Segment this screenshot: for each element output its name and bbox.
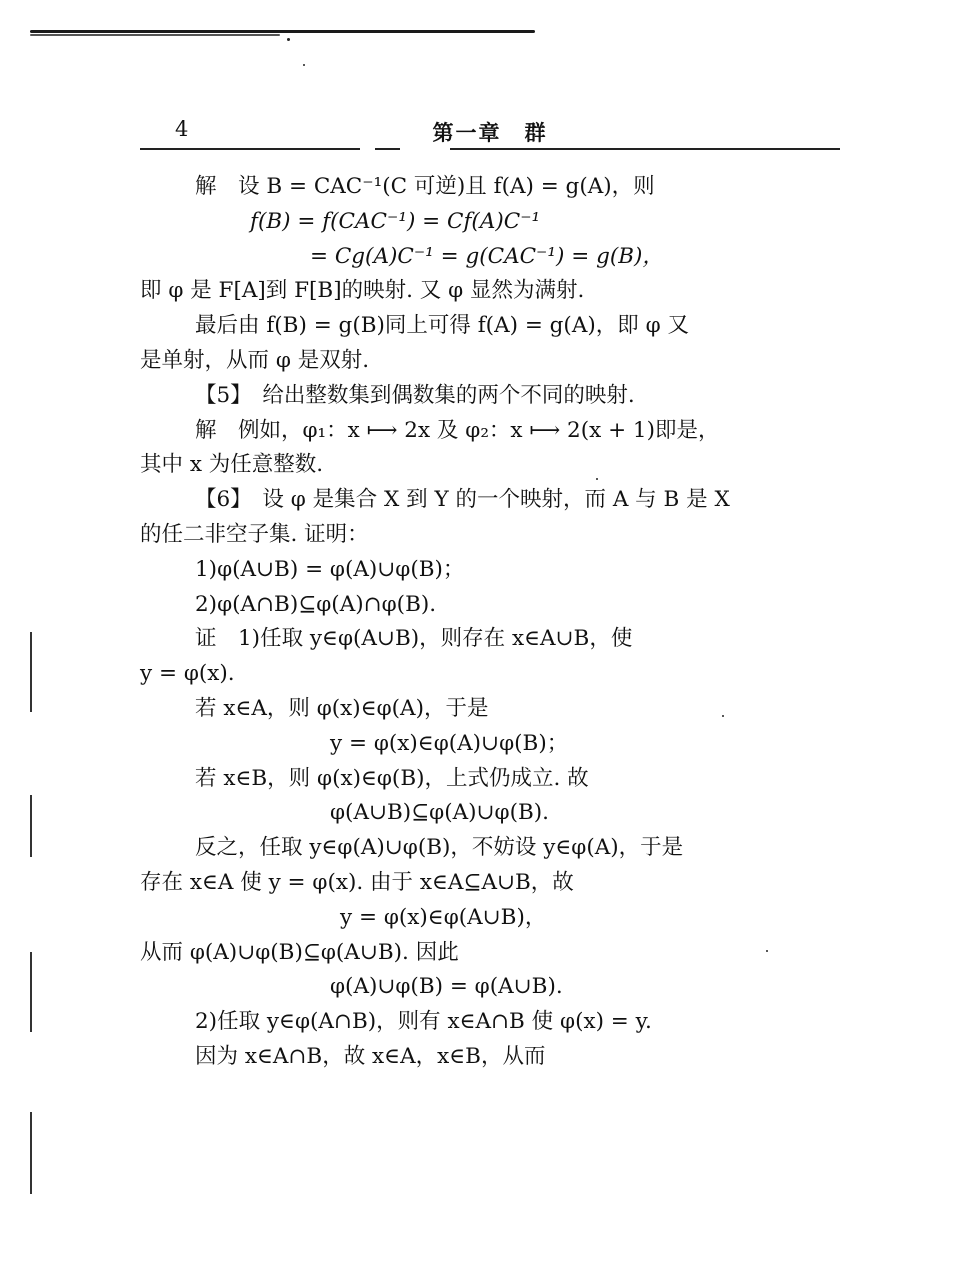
formula-line: y = φ(x)∈φ(A)∪φ(B)； (330, 730, 569, 756)
text-line: 存在 x∈A 使 y = φ(x). 由于 x∈A⊆A∪B，故 (140, 869, 574, 895)
scan-artifact-top-bar (30, 30, 535, 33)
problem-heading: 【5】 给出整数集到偶数集的两个不同的映射. (195, 382, 635, 408)
page-body (140, 170, 840, 1075)
formula-line: φ(A∪B)⊆φ(A)∪φ(B). (330, 800, 550, 826)
formula-line: y = φ(x)∈φ(A∪B)， (340, 904, 547, 930)
text-line: 反之，任取 y∈φ(A)∪φ(B)，不妨设 y∈φ(A)，于是 (195, 835, 684, 861)
text-line: 最后由 f(B) = g(B)同上可得 f(A) = g(A)，即 φ 又 (195, 313, 689, 339)
text-line: 是单射，从而 φ 是双射. (140, 347, 370, 373)
formula-line: φ(A)∪φ(B) = φ(A∪B). (330, 974, 563, 1000)
header-rule-mid (375, 148, 400, 150)
text-line: 若 x∈A，则 φ(x)∈φ(A)，于是 (195, 695, 489, 721)
text-line: 证 1)任取 y∈φ(A∪B)，则存在 x∈A∪B，使 (195, 626, 633, 652)
scan-artifact-dot (303, 64, 305, 66)
scan-artifact-margin-line (30, 952, 32, 1032)
text-line: 其中 x 为任意整数. (140, 452, 324, 478)
text-line: y = φ(x). (140, 661, 235, 687)
text-line: 解 设 B = CAC⁻¹(C 可逆)且 f(A) = g(A)，则 (195, 174, 655, 199)
scan-artifact-margin-line (30, 632, 32, 712)
formula-line: = Cg(A)C⁻¹ = g(CAC⁻¹) = g(B)， (310, 243, 664, 269)
scan-artifact-dot (287, 38, 290, 41)
text-line: 若 x∈B，则 φ(x)∈φ(B)，上式仍成立. 故 (195, 765, 589, 791)
formula-line: f(B) = f(CAC⁻¹) = Cf(A)C⁻¹ (250, 208, 541, 234)
text-line: 的任二非空子集. 证明： (140, 521, 369, 547)
problem-heading: 【6】 设 φ 是集合 X 到 Y 的一个映射，而 A 与 B 是 X (195, 487, 730, 513)
text-line: 从而 φ(A)∪φ(B)⊆φ(A∪B). 因此 (140, 939, 459, 965)
page-number: 4 (175, 117, 189, 141)
page-header (140, 117, 840, 147)
header-rule-right (450, 148, 840, 150)
text-line: 解 例如，φ₁：x ⟼ 2x 及 φ₂：x ⟼ 2(x + 1)即是， (195, 417, 720, 443)
formula-line: 1)φ(A∪B) = φ(A)∪φ(B)； (195, 556, 465, 582)
scan-artifact-top-bar-thin (30, 34, 280, 36)
text-line: 因为 x∈A∩B，故 x∈A，x∈B，从而 (195, 1043, 546, 1069)
chapter-title: 第一章 群 (432, 120, 548, 145)
scan-artifact-margin-line (30, 1112, 32, 1194)
text-line: 即 φ 是 F[A]到 F[B]的映射. 又 φ 显然为满射. (140, 278, 585, 304)
header-rule-left (140, 148, 360, 150)
formula-line: 2)φ(A∩B)⊆φ(A)∩φ(B). (195, 591, 437, 617)
scan-artifact-margin-line (30, 795, 32, 857)
text-line: 2)任取 y∈φ(A∩B)，则有 x∈A∩B 使 φ(x) = y. (195, 1009, 652, 1035)
